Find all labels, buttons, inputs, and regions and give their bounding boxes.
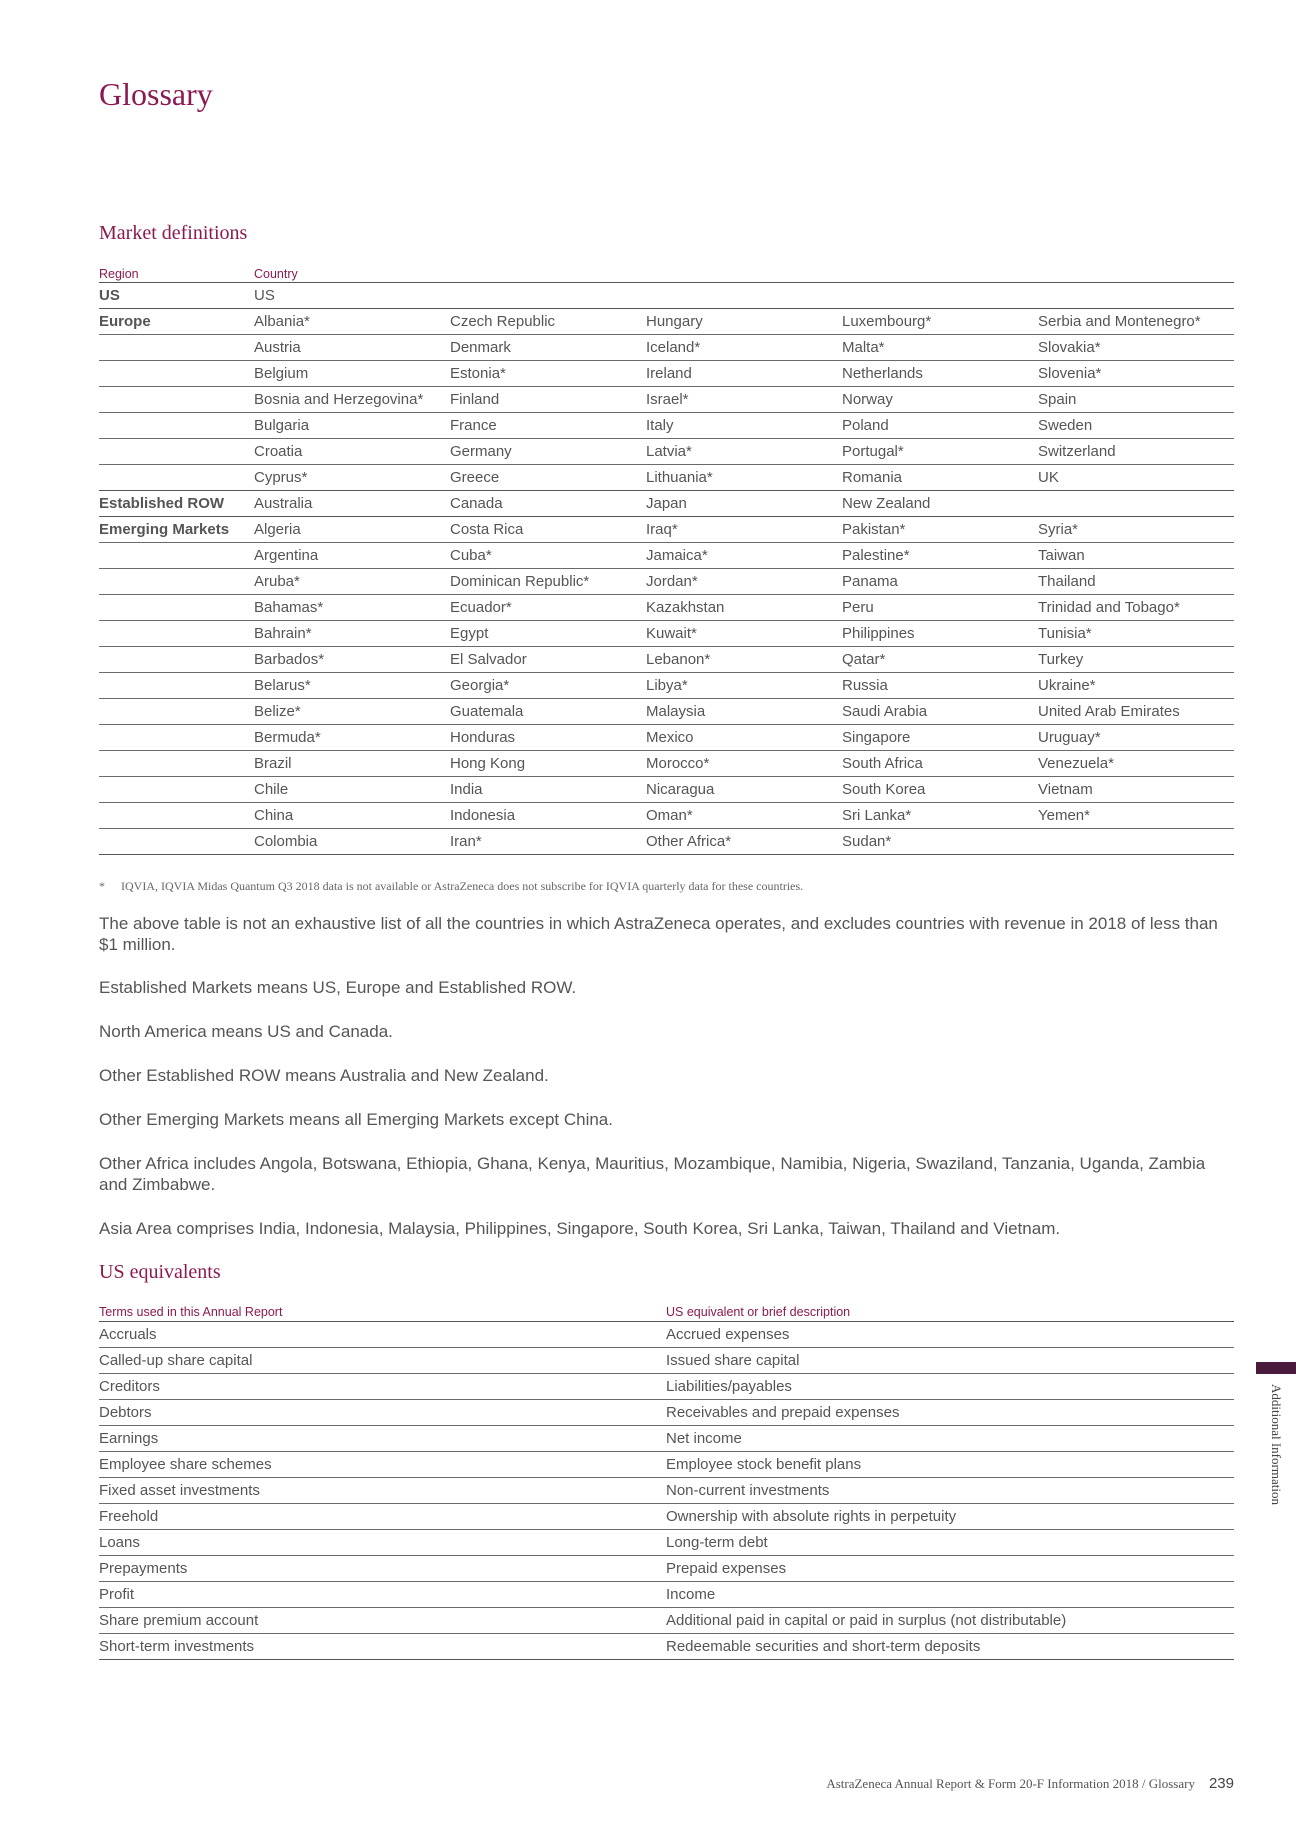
table-row xyxy=(99,1582,1234,1608)
table-row xyxy=(99,1478,1234,1504)
country-cell: South Korea xyxy=(842,777,1038,803)
country-cell: Denmark xyxy=(450,335,646,361)
country-cell: Norway xyxy=(842,387,1038,413)
market-definitions-table xyxy=(99,266,1234,855)
country-cell: Cuba* xyxy=(450,543,646,569)
equivalent-cell: Prepaid expenses xyxy=(666,1556,1234,1582)
country-cell: Aruba* xyxy=(254,569,450,595)
country-cell: Ecuador* xyxy=(450,595,646,621)
country-cell: Poland xyxy=(842,413,1038,439)
country-cell: Colombia xyxy=(254,829,450,855)
equivalent-cell: Redeemable securities and short-term deposits xyxy=(666,1634,1234,1660)
equivalent-cell: Non-current investments xyxy=(666,1478,1234,1504)
table-row xyxy=(99,543,1234,569)
region-cell-empty xyxy=(99,699,254,725)
country-cell: Guatemala xyxy=(450,699,646,725)
country-cell: Latvia* xyxy=(646,439,842,465)
country-cell: Serbia and Montenegro* xyxy=(1038,309,1234,335)
country-cell: Finland xyxy=(450,387,646,413)
table-row xyxy=(99,413,1234,439)
country-cell: Panama xyxy=(842,569,1038,595)
term-cell: Accruals xyxy=(99,1322,666,1348)
table-row xyxy=(99,1322,1234,1348)
country-column-header: Country xyxy=(254,266,1234,283)
country-cell: Argentina xyxy=(254,543,450,569)
table-header-row xyxy=(99,266,1234,283)
country-cell: Dominican Republic* xyxy=(450,569,646,595)
country-cell: Luxembourg* xyxy=(842,309,1038,335)
country-cell: Belgium xyxy=(254,361,450,387)
country-cell: Nicaragua xyxy=(646,777,842,803)
region-cell-empty xyxy=(99,803,254,829)
country-cell xyxy=(450,283,646,309)
country-cell: Croatia xyxy=(254,439,450,465)
country-cell: Germany xyxy=(450,439,646,465)
country-cell: India xyxy=(450,777,646,803)
country-cell: Costa Rica xyxy=(450,517,646,543)
term-cell: Employee share schemes xyxy=(99,1452,666,1478)
table-row xyxy=(99,361,1234,387)
paragraph-other-established-row: Other Established ROW means Australia and New Zealand. xyxy=(99,1066,549,1085)
country-cell: Egypt xyxy=(450,621,646,647)
footnote-text: IQVIA, IQVIA Midas Quantum Q3 2018 data is not available or AstraZeneca does not subscribe for IQVIA quarterly data for these countries. xyxy=(121,879,804,893)
region-cell: Emerging Markets xyxy=(99,517,254,543)
country-cell xyxy=(1038,491,1234,517)
region-cell: Established ROW xyxy=(99,491,254,517)
region-cell-empty xyxy=(99,777,254,803)
paragraph-exhaustive-list: The above table is not an exhaustive list of all the countries in which AstraZeneca operates, and excludes countries with revenue in 2018 of less than $1 million. xyxy=(99,914,1218,954)
equivalent-cell: Accrued expenses xyxy=(666,1322,1234,1348)
country-cell: Czech Republic xyxy=(450,309,646,335)
country-cell: Other Africa* xyxy=(646,829,842,855)
table-header-row xyxy=(99,1303,1234,1322)
region-cell-empty xyxy=(99,621,254,647)
country-cell: Russia xyxy=(842,673,1038,699)
country-cell: Sri Lanka* xyxy=(842,803,1038,829)
region-cell-empty xyxy=(99,413,254,439)
term-cell: Share premium account xyxy=(99,1608,666,1634)
country-cell: UK xyxy=(1038,465,1234,491)
table-row xyxy=(99,309,1234,335)
country-cell: Singapore xyxy=(842,725,1038,751)
side-section-label: Additional Information xyxy=(1269,1384,1284,1505)
country-cell: Morocco* xyxy=(646,751,842,777)
country-cell: Belarus* xyxy=(254,673,450,699)
country-cell: Bosnia and Herzegovina* xyxy=(254,387,450,413)
country-cell: Belize* xyxy=(254,699,450,725)
country-cell: Libya* xyxy=(646,673,842,699)
region-cell-empty xyxy=(99,361,254,387)
country-cell: Austria xyxy=(254,335,450,361)
country-cell: Taiwan xyxy=(1038,543,1234,569)
table-row xyxy=(99,1348,1234,1374)
page-title: Glossary xyxy=(99,76,213,112)
country-cell: Australia xyxy=(254,491,450,517)
table-row xyxy=(99,803,1234,829)
equivalent-cell: Long-term debt xyxy=(666,1530,1234,1556)
region-cell-empty xyxy=(99,569,254,595)
country-cell: Albania* xyxy=(254,309,450,335)
country-cell xyxy=(1038,283,1234,309)
table-row xyxy=(99,595,1234,621)
country-cell: Jamaica* xyxy=(646,543,842,569)
term-cell: Prepayments xyxy=(99,1556,666,1582)
term-cell: Short-term investments xyxy=(99,1634,666,1660)
country-cell: Israel* xyxy=(646,387,842,413)
country-cell: Bulgaria xyxy=(254,413,450,439)
table-row xyxy=(99,517,1234,543)
country-cell: Estonia* xyxy=(450,361,646,387)
page-footer xyxy=(826,1775,1234,1792)
section-tab-marker xyxy=(1256,1362,1296,1374)
country-cell: China xyxy=(254,803,450,829)
region-column-header: Region xyxy=(99,266,254,283)
paragraph-other-emerging-markets: Other Emerging Markets means all Emerging Markets except China. xyxy=(99,1110,613,1129)
term-cell: Earnings xyxy=(99,1426,666,1452)
country-cell: El Salvador xyxy=(450,647,646,673)
country-cell: Barbados* xyxy=(254,647,450,673)
equivalent-column-header: US equivalent or brief description xyxy=(666,1303,1234,1322)
footer-text: AstraZeneca Annual Report & Form 20-F Information 2018 / Glossary xyxy=(826,1776,1195,1791)
paragraph-north-america: North America means US and Canada. xyxy=(99,1022,393,1041)
country-cell: Vietnam xyxy=(1038,777,1234,803)
country-cell: Malta* xyxy=(842,335,1038,361)
country-cell: Switzerland xyxy=(1038,439,1234,465)
table-row xyxy=(99,1426,1234,1452)
country-cell: United Arab Emirates xyxy=(1038,699,1234,725)
region-cell-empty xyxy=(99,751,254,777)
country-cell: Venezuela* xyxy=(1038,751,1234,777)
region-cell-empty xyxy=(99,595,254,621)
paragraph-established-markets: Established Markets means US, Europe and Established ROW. xyxy=(99,978,577,997)
country-cell: Malaysia xyxy=(646,699,842,725)
region-cell-empty xyxy=(99,725,254,751)
country-cell: Peru xyxy=(842,595,1038,621)
country-cell: Qatar* xyxy=(842,647,1038,673)
table-row xyxy=(99,673,1234,699)
country-cell: Spain xyxy=(1038,387,1234,413)
table-row xyxy=(99,439,1234,465)
term-cell: Loans xyxy=(99,1530,666,1556)
equivalent-cell: Employee stock benefit plans xyxy=(666,1452,1234,1478)
region-cell-empty xyxy=(99,439,254,465)
equivalent-cell: Net income xyxy=(666,1426,1234,1452)
country-cell: Hungary xyxy=(646,309,842,335)
country-cell: Algeria xyxy=(254,517,450,543)
equivalent-cell: Receivables and prepaid expenses xyxy=(666,1400,1234,1426)
country-cell: Turkey xyxy=(1038,647,1234,673)
table-row xyxy=(99,751,1234,777)
table-row xyxy=(99,1608,1234,1634)
country-cell: Iceland* xyxy=(646,335,842,361)
country-cell: Saudi Arabia xyxy=(842,699,1038,725)
table-row xyxy=(99,1634,1234,1660)
country-cell: Philippines xyxy=(842,621,1038,647)
region-cell-empty xyxy=(99,829,254,855)
country-cell: New Zealand xyxy=(842,491,1038,517)
table-row xyxy=(99,465,1234,491)
country-cell: Japan xyxy=(646,491,842,517)
table-row xyxy=(99,491,1234,517)
country-cell: Pakistan* xyxy=(842,517,1038,543)
country-cell: Kazakhstan xyxy=(646,595,842,621)
country-cell xyxy=(646,283,842,309)
table-row xyxy=(99,1504,1234,1530)
term-cell: Called-up share capital xyxy=(99,1348,666,1374)
country-cell: Oman* xyxy=(646,803,842,829)
region-cell-empty xyxy=(99,673,254,699)
term-cell: Creditors xyxy=(99,1374,666,1400)
table-row xyxy=(99,621,1234,647)
equivalent-cell: Additional paid in capital or paid in surplus (not distributable) xyxy=(666,1608,1234,1634)
table-row xyxy=(99,1374,1234,1400)
country-cell: Italy xyxy=(646,413,842,439)
country-cell: Bahamas* xyxy=(254,595,450,621)
country-cell: Cyprus* xyxy=(254,465,450,491)
region-cell-empty xyxy=(99,387,254,413)
country-cell: South Africa xyxy=(842,751,1038,777)
equivalent-cell: Ownership with absolute rights in perpetuity xyxy=(666,1504,1234,1530)
country-cell: Kuwait* xyxy=(646,621,842,647)
country-cell: Thailand xyxy=(1038,569,1234,595)
country-cell: Slovenia* xyxy=(1038,361,1234,387)
table-row xyxy=(99,777,1234,803)
country-cell: Tunisia* xyxy=(1038,621,1234,647)
table-row xyxy=(99,283,1234,309)
us-equivalents-table xyxy=(99,1303,1234,1660)
country-cell: Sudan* xyxy=(842,829,1038,855)
country-cell: Yemen* xyxy=(1038,803,1234,829)
paragraph-other-africa: Other Africa includes Angola, Botswana, Ethiopia, Ghana, Kenya, Mauritius, Mozambique, Namibia, Nigeria, Swaziland, Tanzania, Uganda, Zambia and Zimbabwe. xyxy=(99,1154,1206,1194)
country-cell: Palestine* xyxy=(842,543,1038,569)
country-cell: Netherlands xyxy=(842,361,1038,387)
country-cell xyxy=(1038,829,1234,855)
equivalent-cell: Issued share capital xyxy=(666,1348,1234,1374)
country-cell: Canada xyxy=(450,491,646,517)
country-cell: Greece xyxy=(450,465,646,491)
country-cell: Bermuda* xyxy=(254,725,450,751)
terms-column-header: Terms used in this Annual Report xyxy=(99,1303,666,1322)
table-row xyxy=(99,1530,1234,1556)
footnote-marker: * xyxy=(99,879,105,893)
country-cell xyxy=(842,283,1038,309)
country-cell: Uruguay* xyxy=(1038,725,1234,751)
footnote xyxy=(99,879,803,894)
country-cell: Lithuania* xyxy=(646,465,842,491)
country-cell: Iraq* xyxy=(646,517,842,543)
region-cell: US xyxy=(99,283,254,309)
equivalent-cell: Liabilities/payables xyxy=(666,1374,1234,1400)
table-row xyxy=(99,699,1234,725)
country-cell: Portugal* xyxy=(842,439,1038,465)
country-cell: Honduras xyxy=(450,725,646,751)
us-equivalents-heading: US equivalents xyxy=(99,1261,221,1283)
table-row xyxy=(99,569,1234,595)
equivalent-cell: Income xyxy=(666,1582,1234,1608)
country-cell: Chile xyxy=(254,777,450,803)
country-cell: Ukraine* xyxy=(1038,673,1234,699)
table-row xyxy=(99,387,1234,413)
region-cell-empty xyxy=(99,543,254,569)
country-cell: Syria* xyxy=(1038,517,1234,543)
term-cell: Debtors xyxy=(99,1400,666,1426)
term-cell: Fixed asset investments xyxy=(99,1478,666,1504)
country-cell: Ireland xyxy=(646,361,842,387)
country-cell: US xyxy=(254,283,450,309)
table-row xyxy=(99,829,1234,855)
country-cell: Brazil xyxy=(254,751,450,777)
table-row xyxy=(99,725,1234,751)
country-cell: Trinidad and Tobago* xyxy=(1038,595,1234,621)
term-cell: Profit xyxy=(99,1582,666,1608)
country-cell: Lebanon* xyxy=(646,647,842,673)
table-row xyxy=(99,647,1234,673)
market-definitions-heading: Market definitions xyxy=(99,222,248,244)
table-row xyxy=(99,335,1234,361)
country-cell: Romania xyxy=(842,465,1038,491)
country-cell: Sweden xyxy=(1038,413,1234,439)
paragraph-asia-area: Asia Area comprises India, Indonesia, Malaysia, Philippines, Singapore, South Korea, Sri Lanka, Taiwan, Thailand and Vietnam. xyxy=(99,1219,1061,1238)
country-cell: Georgia* xyxy=(450,673,646,699)
region-cell-empty xyxy=(99,335,254,361)
region-cell-empty xyxy=(99,647,254,673)
region-cell: Europe xyxy=(99,309,254,335)
region-cell-empty xyxy=(99,465,254,491)
table-row xyxy=(99,1400,1234,1426)
country-cell: Hong Kong xyxy=(450,751,646,777)
country-cell: Indonesia xyxy=(450,803,646,829)
country-cell: Mexico xyxy=(646,725,842,751)
country-cell: Slovakia* xyxy=(1038,335,1234,361)
term-cell: Freehold xyxy=(99,1504,666,1530)
table-row xyxy=(99,1556,1234,1582)
table-row xyxy=(99,1452,1234,1478)
country-cell: France xyxy=(450,413,646,439)
page-number: 239 xyxy=(1208,1775,1234,1792)
country-cell: Iran* xyxy=(450,829,646,855)
country-cell: Jordan* xyxy=(646,569,842,595)
country-cell: Bahrain* xyxy=(254,621,450,647)
